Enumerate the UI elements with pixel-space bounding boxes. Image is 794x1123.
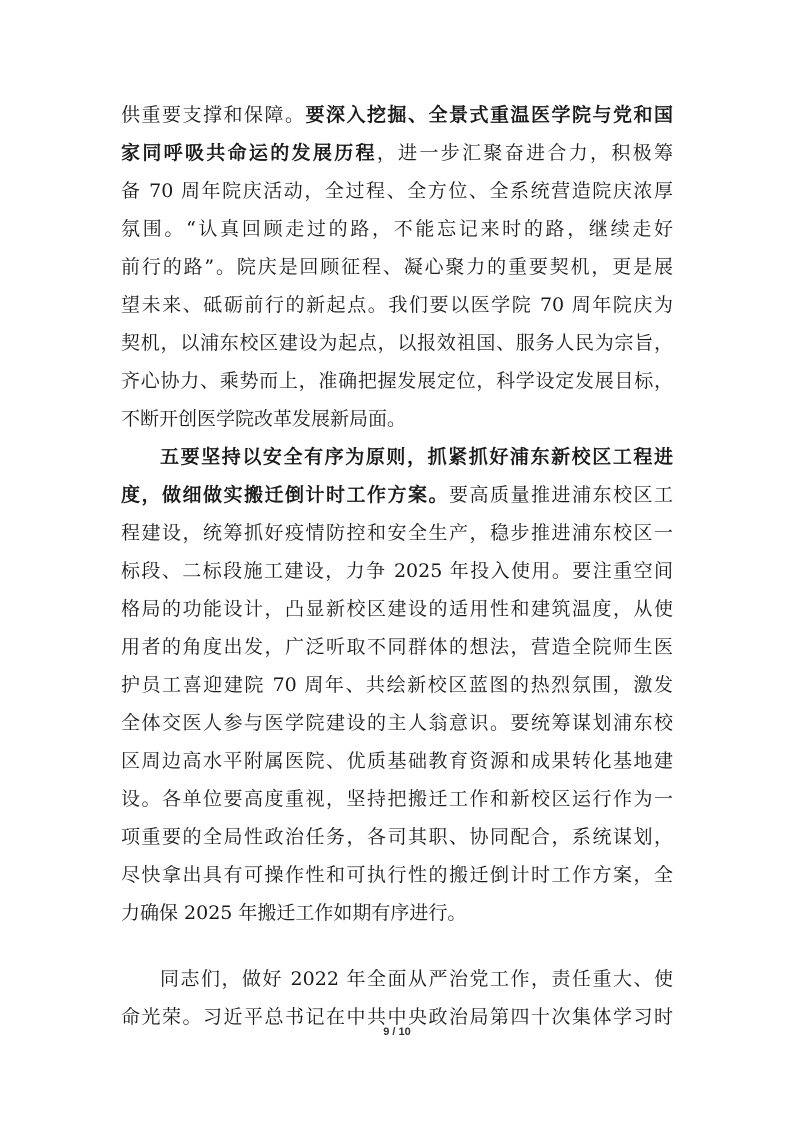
paragraph-line: [121, 288, 673, 322]
paragraph-line: [121, 364, 673, 398]
text-run: 命光荣。习近平总书记在中共中央政治局第四十次集体学习时: [121, 1006, 673, 1028]
paragraph-line: [121, 478, 673, 512]
text-run: 要高质量推进浦东校区工: [448, 484, 673, 506]
paragraph-line: [121, 212, 673, 246]
bold-text-run: 要深入挖掘、全景式重温医学院与党和国: [305, 104, 673, 126]
paragraph-line: [121, 668, 673, 702]
text-run: 程建设，统筹抓好疫情防控和安全生产，稳步推进浦东校区一: [121, 522, 673, 544]
text-run: ，进一步汇聚奋进合力，积极筹: [376, 142, 673, 164]
text-run: 标段、二标段施工建设，力争 2025 年投入使用。要注重空间: [121, 560, 673, 582]
paragraph-line: [121, 706, 673, 740]
text-run: 项重要的全局性政治任务，各司其职、协同配合，系统谋划，: [121, 826, 673, 848]
paragraph-line: [121, 402, 673, 436]
paragraph-line: [121, 326, 673, 360]
bold-text-run: 五要坚持以安全有序为原则，抓紧抓好浦东新校区工程进: [160, 446, 673, 468]
text-run: 氛围。“认真回顾走过的路，不能忘记来时的路，继续走好: [121, 218, 673, 240]
bold-text-run: 家同呼吸共命运的发展历程: [121, 142, 377, 164]
text-run: 尽快拿出具有可操作性和可执行性的搬迁倒计时工作方案，全: [121, 864, 673, 886]
paragraph-line: [160, 962, 673, 996]
bold-text-run: 度，做细做实搬迁倒计时工作方案。: [121, 484, 449, 506]
paragraph-line: [121, 516, 673, 550]
text-run: 用者的角度出发，广泛听取不同群体的想法，营造全院师生医: [121, 636, 673, 658]
page-number: 9 / 10: [383, 1026, 411, 1038]
paragraph-line: [121, 554, 673, 588]
paragraph-line: [121, 592, 673, 626]
paragraph-line: [121, 136, 673, 170]
paragraph-line: [121, 858, 673, 892]
paragraph-line: [121, 820, 673, 854]
text-run: 望未来、砥砺前行的新起点。我们要以医学院 70 周年院庆为: [121, 294, 673, 316]
paragraph-line: [160, 440, 673, 474]
text-run: 格局的功能设计，凸显新校区建设的适用性和建筑温度，从使: [121, 598, 673, 620]
paragraph-line: [121, 782, 673, 816]
text-run: 备 70 周年院庆活动，全过程、全方位、全系统营造院庆浓厚: [121, 180, 673, 202]
text-run: 不断开创医学院改革发展新局面。: [121, 408, 407, 430]
text-run: 全体交医人参与医学院建设的主人翁意识。要统筹谋划浦东校: [121, 712, 673, 734]
text-run: 契机，以浦东校区建设为起点，以报效祖国、服务人民为宗旨，: [121, 332, 673, 354]
text-run: 前行的路”。院庆是回顾征程、凝心聚力的重要契机，更是展: [121, 256, 673, 278]
text-run: 齐心协力、乘势而上，准确把握发展定位，科学设定发展目标，: [121, 370, 673, 392]
paragraph-line: [121, 744, 673, 778]
text-run: 供重要支撑和保障。: [121, 104, 306, 126]
paragraph-line: [121, 174, 673, 208]
paragraph-line: [121, 896, 673, 930]
text-run: 设。各单位要高度重视，坚持把搬迁工作和新校区运行作为一: [121, 788, 673, 810]
paragraph-line: [121, 98, 673, 132]
text-run: 力确保 2025 年搬迁工作如期有序进行。: [121, 902, 467, 924]
text-run: 区周边高水平附属医院、优质基础教育资源和成果转化基地建: [121, 750, 673, 772]
text-run: 同志们，做好 2022 年全面从严治党工作，责任重大、使: [160, 968, 673, 990]
paragraph-line: [121, 630, 673, 664]
paragraph-line: [121, 250, 673, 284]
text-run: 护员工喜迎建院 70 周年、共绘新校区蓝图的热烈氛围，激发: [121, 674, 673, 696]
